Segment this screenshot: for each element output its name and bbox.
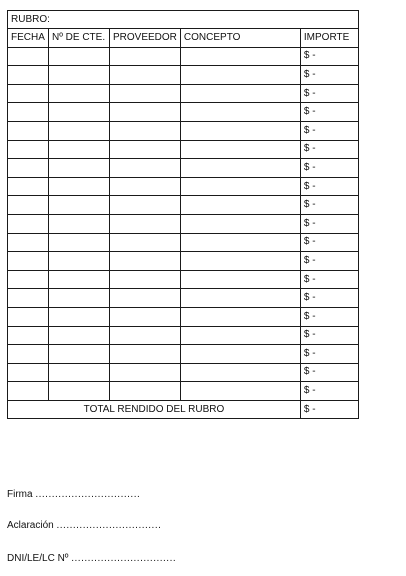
cell-proveedor[interactable] <box>110 345 181 364</box>
cell-importe[interactable]: $ - <box>300 47 358 66</box>
cell-numero-comprobante[interactable] <box>49 159 110 178</box>
table-row <box>8 66 359 85</box>
total-label: TOTAL RENDIDO DEL RUBRO <box>8 400 301 419</box>
cell-importe[interactable]: $ - <box>300 345 358 364</box>
cell-fecha[interactable] <box>8 382 49 401</box>
cell-numero-comprobante[interactable] <box>49 363 110 382</box>
cell-proveedor[interactable] <box>110 307 181 326</box>
rubro-row <box>8 11 359 29</box>
table-row <box>8 214 359 233</box>
table-row <box>8 382 359 401</box>
cell-proveedor[interactable] <box>110 140 181 159</box>
cell-fecha[interactable] <box>8 47 49 66</box>
cell-concepto[interactable] <box>180 121 300 140</box>
table-row <box>8 233 359 252</box>
expense-report-table <box>7 10 359 419</box>
cell-concepto[interactable] <box>180 66 300 85</box>
header-proveedor: PROVEEDOR <box>110 29 181 48</box>
dni-label: DNI/LE/LC Nº <box>7 553 69 564</box>
cell-fecha[interactable] <box>8 326 49 345</box>
cell-importe[interactable]: $ - <box>300 270 358 289</box>
table-row <box>8 307 359 326</box>
cell-concepto[interactable] <box>180 140 300 159</box>
cell-importe[interactable]: $ - <box>300 363 358 382</box>
cell-fecha[interactable] <box>8 363 49 382</box>
cell-numero-comprobante[interactable] <box>49 307 110 326</box>
cell-concepto[interactable] <box>180 214 300 233</box>
cell-concepto[interactable] <box>180 289 300 308</box>
total-amount: $ - <box>300 400 358 419</box>
firma-line <box>7 489 140 500</box>
table-row <box>8 363 359 382</box>
cell-importe[interactable]: $ - <box>300 140 358 159</box>
cell-importe[interactable]: $ - <box>300 159 358 178</box>
table-row <box>8 103 359 122</box>
cell-proveedor[interactable] <box>110 47 181 66</box>
cell-numero-comprobante[interactable] <box>49 84 110 103</box>
table-row <box>8 326 359 345</box>
cell-fecha[interactable] <box>8 233 49 252</box>
header-concepto: CONCEPTO <box>180 29 300 48</box>
cell-numero-comprobante[interactable] <box>49 121 110 140</box>
cell-fecha[interactable] <box>8 307 49 326</box>
cell-concepto[interactable] <box>180 382 300 401</box>
cell-concepto[interactable] <box>180 84 300 103</box>
table-row <box>8 140 359 159</box>
cell-fecha[interactable] <box>8 196 49 215</box>
cell-concepto[interactable] <box>180 47 300 66</box>
cell-concepto[interactable] <box>180 103 300 122</box>
header-row <box>8 29 359 48</box>
cell-concepto[interactable] <box>180 345 300 364</box>
cell-numero-comprobante[interactable] <box>49 47 110 66</box>
cell-proveedor[interactable] <box>110 103 181 122</box>
cell-fecha[interactable] <box>8 270 49 289</box>
cell-importe[interactable]: $ - <box>300 307 358 326</box>
cell-importe[interactable]: $ - <box>300 382 358 401</box>
cell-concepto[interactable] <box>180 307 300 326</box>
cell-importe[interactable]: $ - <box>300 326 358 345</box>
cell-concepto[interactable] <box>180 326 300 345</box>
table-row <box>8 47 359 66</box>
cell-importe[interactable]: $ - <box>300 233 358 252</box>
cell-fecha[interactable] <box>8 159 49 178</box>
table-row <box>8 289 359 308</box>
table-row <box>8 121 359 140</box>
cell-concepto[interactable] <box>180 363 300 382</box>
cell-importe[interactable]: $ - <box>300 289 358 308</box>
cell-importe[interactable]: $ - <box>300 214 358 233</box>
cell-importe[interactable]: $ - <box>300 196 358 215</box>
cell-fecha[interactable] <box>8 66 49 85</box>
cell-concepto[interactable] <box>180 252 300 271</box>
cell-numero-comprobante[interactable] <box>49 196 110 215</box>
table-row <box>8 345 359 364</box>
cell-fecha[interactable] <box>8 289 49 308</box>
cell-numero-comprobante[interactable] <box>49 270 110 289</box>
cell-proveedor[interactable] <box>110 159 181 178</box>
cell-numero-comprobante[interactable] <box>49 103 110 122</box>
table-row <box>8 159 359 178</box>
cell-fecha[interactable] <box>8 177 49 196</box>
cell-importe[interactable]: $ - <box>300 121 358 140</box>
cell-concepto[interactable] <box>180 159 300 178</box>
cell-importe[interactable]: $ - <box>300 252 358 271</box>
cell-concepto[interactable] <box>180 177 300 196</box>
cell-importe[interactable]: $ - <box>300 103 358 122</box>
cell-fecha[interactable] <box>8 252 49 271</box>
rubro-label[interactable]: RUBRO: <box>8 11 301 29</box>
cell-numero-comprobante[interactable] <box>49 382 110 401</box>
cell-numero-comprobante[interactable] <box>49 66 110 85</box>
cell-proveedor[interactable] <box>110 363 181 382</box>
header-importe: IMPORTE <box>300 29 358 48</box>
cell-fecha[interactable] <box>8 345 49 364</box>
cell-proveedor[interactable] <box>110 84 181 103</box>
table-row <box>8 196 359 215</box>
table-row <box>8 177 359 196</box>
cell-proveedor[interactable] <box>110 289 181 308</box>
dni-line <box>7 553 176 564</box>
aclaracion-label: Aclaración <box>7 520 54 531</box>
cell-concepto[interactable] <box>180 233 300 252</box>
cell-proveedor[interactable] <box>110 326 181 345</box>
cell-proveedor[interactable] <box>110 214 181 233</box>
cell-importe[interactable]: $ - <box>300 66 358 85</box>
cell-concepto[interactable] <box>180 196 300 215</box>
cell-fecha[interactable] <box>8 121 49 140</box>
cell-importe[interactable]: $ - <box>300 84 358 103</box>
header-numero-comprobante: Nº DE CTE. <box>49 29 110 48</box>
firma-label: Firma <box>7 489 33 500</box>
dni-dots[interactable]: ................................ <box>71 553 177 564</box>
cell-proveedor[interactable] <box>110 196 181 215</box>
cell-concepto[interactable] <box>180 270 300 289</box>
cell-proveedor[interactable] <box>110 270 181 289</box>
cell-proveedor[interactable] <box>110 177 181 196</box>
cell-proveedor[interactable] <box>110 121 181 140</box>
cell-fecha[interactable] <box>8 84 49 103</box>
rubro-blank-cell[interactable] <box>300 11 358 29</box>
cell-numero-comprobante[interactable] <box>49 326 110 345</box>
cell-fecha[interactable] <box>8 140 49 159</box>
aclaracion-line <box>7 520 161 531</box>
cell-numero-comprobante[interactable] <box>49 233 110 252</box>
cell-numero-comprobante[interactable] <box>49 214 110 233</box>
table-row <box>8 270 359 289</box>
header-fecha: FECHA <box>8 29 49 48</box>
table-row <box>8 84 359 103</box>
firma-dots[interactable]: ................................ <box>35 489 141 500</box>
cell-importe[interactable]: $ - <box>300 177 358 196</box>
aclaracion-dots[interactable]: ................................ <box>56 520 162 531</box>
cell-fecha[interactable] <box>8 103 49 122</box>
cell-numero-comprobante[interactable] <box>49 140 110 159</box>
cell-numero-comprobante[interactable] <box>49 177 110 196</box>
total-row <box>8 400 359 419</box>
cell-proveedor[interactable] <box>110 233 181 252</box>
cell-numero-comprobante[interactable] <box>49 345 110 364</box>
cell-proveedor[interactable] <box>110 66 181 85</box>
cell-proveedor[interactable] <box>110 382 181 401</box>
cell-numero-comprobante[interactable] <box>49 252 110 271</box>
table-row <box>8 252 359 271</box>
cell-fecha[interactable] <box>8 214 49 233</box>
cell-proveedor[interactable] <box>110 252 181 271</box>
cell-numero-comprobante[interactable] <box>49 289 110 308</box>
